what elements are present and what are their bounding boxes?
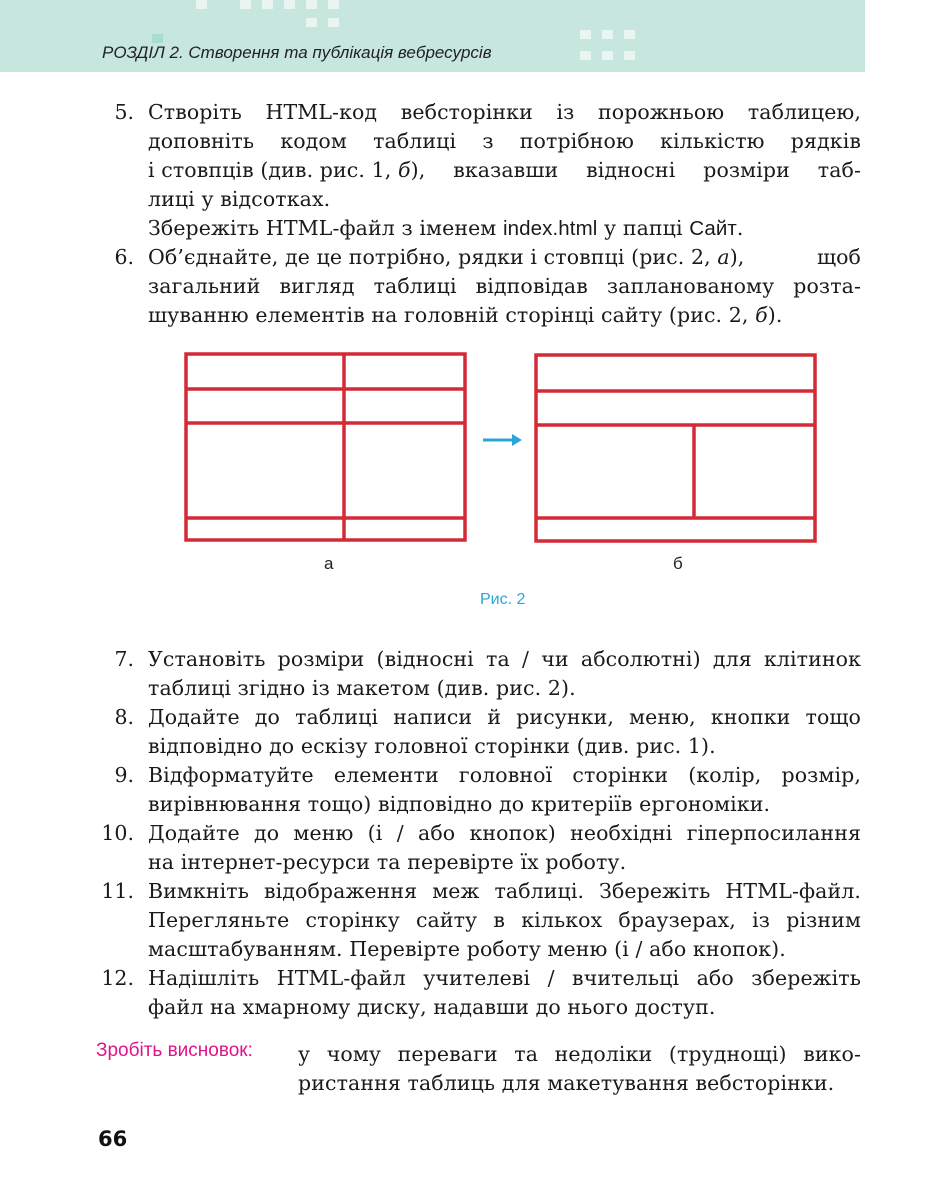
task-text-line: Установіть розміри (відносні та / чи абсолютні) для клітинок bbox=[148, 647, 861, 671]
figure-label-a: а bbox=[324, 554, 334, 573]
task-text-line: таблиці згідно із макетом (див. рис. 2). bbox=[148, 676, 576, 700]
task-text-fragment: . bbox=[736, 216, 744, 240]
table-a-outer-border bbox=[186, 354, 465, 540]
task-text-line: Вимкніть відображення меж таблиці. Збережіть HTML-файл. bbox=[148, 879, 861, 903]
section-title: РОЗДІЛ 2. Створення та публікація вебресурсів bbox=[102, 43, 492, 62]
merge-arrow-icon bbox=[483, 434, 522, 446]
task-text-line: масштабуванням. Перевірте роботу меню (і / або кнопок). bbox=[148, 937, 786, 961]
task-text-line: Надішліть HTML-файл учителеві / вчительці або збережіть bbox=[148, 966, 861, 990]
task-text-line: Додайте до таблиці написи й рисунки, меню, кнопки тощо bbox=[148, 705, 861, 729]
task-number: 5. bbox=[114, 100, 134, 124]
task-text-fragment: ), вказавши відносні розміри таб- bbox=[410, 158, 861, 182]
conclusion-label: Зробіть висновок: bbox=[96, 1040, 253, 1061]
page-number: 66 bbox=[98, 1127, 128, 1151]
task-text-fragment: Об’єднайте, де це потрібно, рядки і стовпці (рис. 2, bbox=[148, 245, 718, 269]
task-text-line: Додайте до меню (і / або кнопок) необхідні гіперпосилання bbox=[148, 821, 861, 845]
task-text-fragment: ), щоб bbox=[729, 245, 861, 269]
task-text-line: вирівнювання тощо) відповідно до критеріїв ергономіки. bbox=[148, 792, 771, 816]
figure-ref-letter: б bbox=[755, 303, 768, 327]
task-text-line: відповідно до ескізу головної сторінки (див. рис. 1). bbox=[148, 734, 716, 758]
task-text-fragment: шуванню елементів на головній сторінці сайту (рис. 2, bbox=[148, 303, 756, 327]
task-number: 7. bbox=[114, 647, 134, 671]
figure-label-b: б bbox=[673, 554, 683, 573]
conclusion-text-line: у чому переваги та недоліки (труднощі) вико- bbox=[298, 1042, 861, 1066]
task-number: 8. bbox=[114, 705, 134, 729]
task-text-fragment: ). bbox=[767, 303, 783, 327]
table-layout-a bbox=[186, 354, 465, 540]
task-text-line: на інтернет-ресурси та перевірте їх роботу. bbox=[148, 850, 627, 874]
task-text-line: лиці у відсотках. bbox=[148, 187, 331, 211]
task-text-line: Створіть HTML-код вебсторінки із порожньою таблицею, bbox=[148, 100, 861, 124]
task-text-line: загальний вигляд таблиці відповідав запланованому розта- bbox=[148, 274, 861, 298]
task-text-fragment: Збережіть HTML-файл з іменем bbox=[148, 216, 503, 240]
task-text-line: Перегляньте сторінку сайту в кількох браузерах, із різним bbox=[148, 908, 861, 932]
task-number: 6. bbox=[114, 245, 134, 269]
task-number: 12. bbox=[101, 966, 134, 990]
conclusion-text-line: ристання таблиць для макетування вебсторінки. bbox=[298, 1071, 835, 1095]
task-text-line: файл на хмарному диску, надавши до нього доступ. bbox=[148, 995, 716, 1019]
figure-caption: Рис. 2 bbox=[480, 591, 526, 608]
task-number: 9. bbox=[114, 763, 134, 787]
folder-name: Сайт bbox=[689, 217, 737, 240]
task-text-line: доповніть кодом таблиці з потрібною кількістю рядків bbox=[148, 129, 861, 153]
figure-ref-letter: б bbox=[397, 158, 411, 182]
task-number: 10. bbox=[101, 821, 134, 845]
task-text-fragment: у папці bbox=[597, 216, 690, 240]
task-text-line: Відформатуйте елементи головної сторінки (колір, розмір, bbox=[148, 763, 861, 787]
task-number: 11. bbox=[101, 879, 134, 903]
table-b-outer-border bbox=[536, 355, 815, 541]
file-name: index.html bbox=[502, 217, 598, 240]
table-layout-b bbox=[536, 355, 815, 541]
figure-ref-letter: а bbox=[717, 245, 730, 269]
task-text-fragment: і стовпців (див. рис. 1, bbox=[148, 158, 398, 182]
